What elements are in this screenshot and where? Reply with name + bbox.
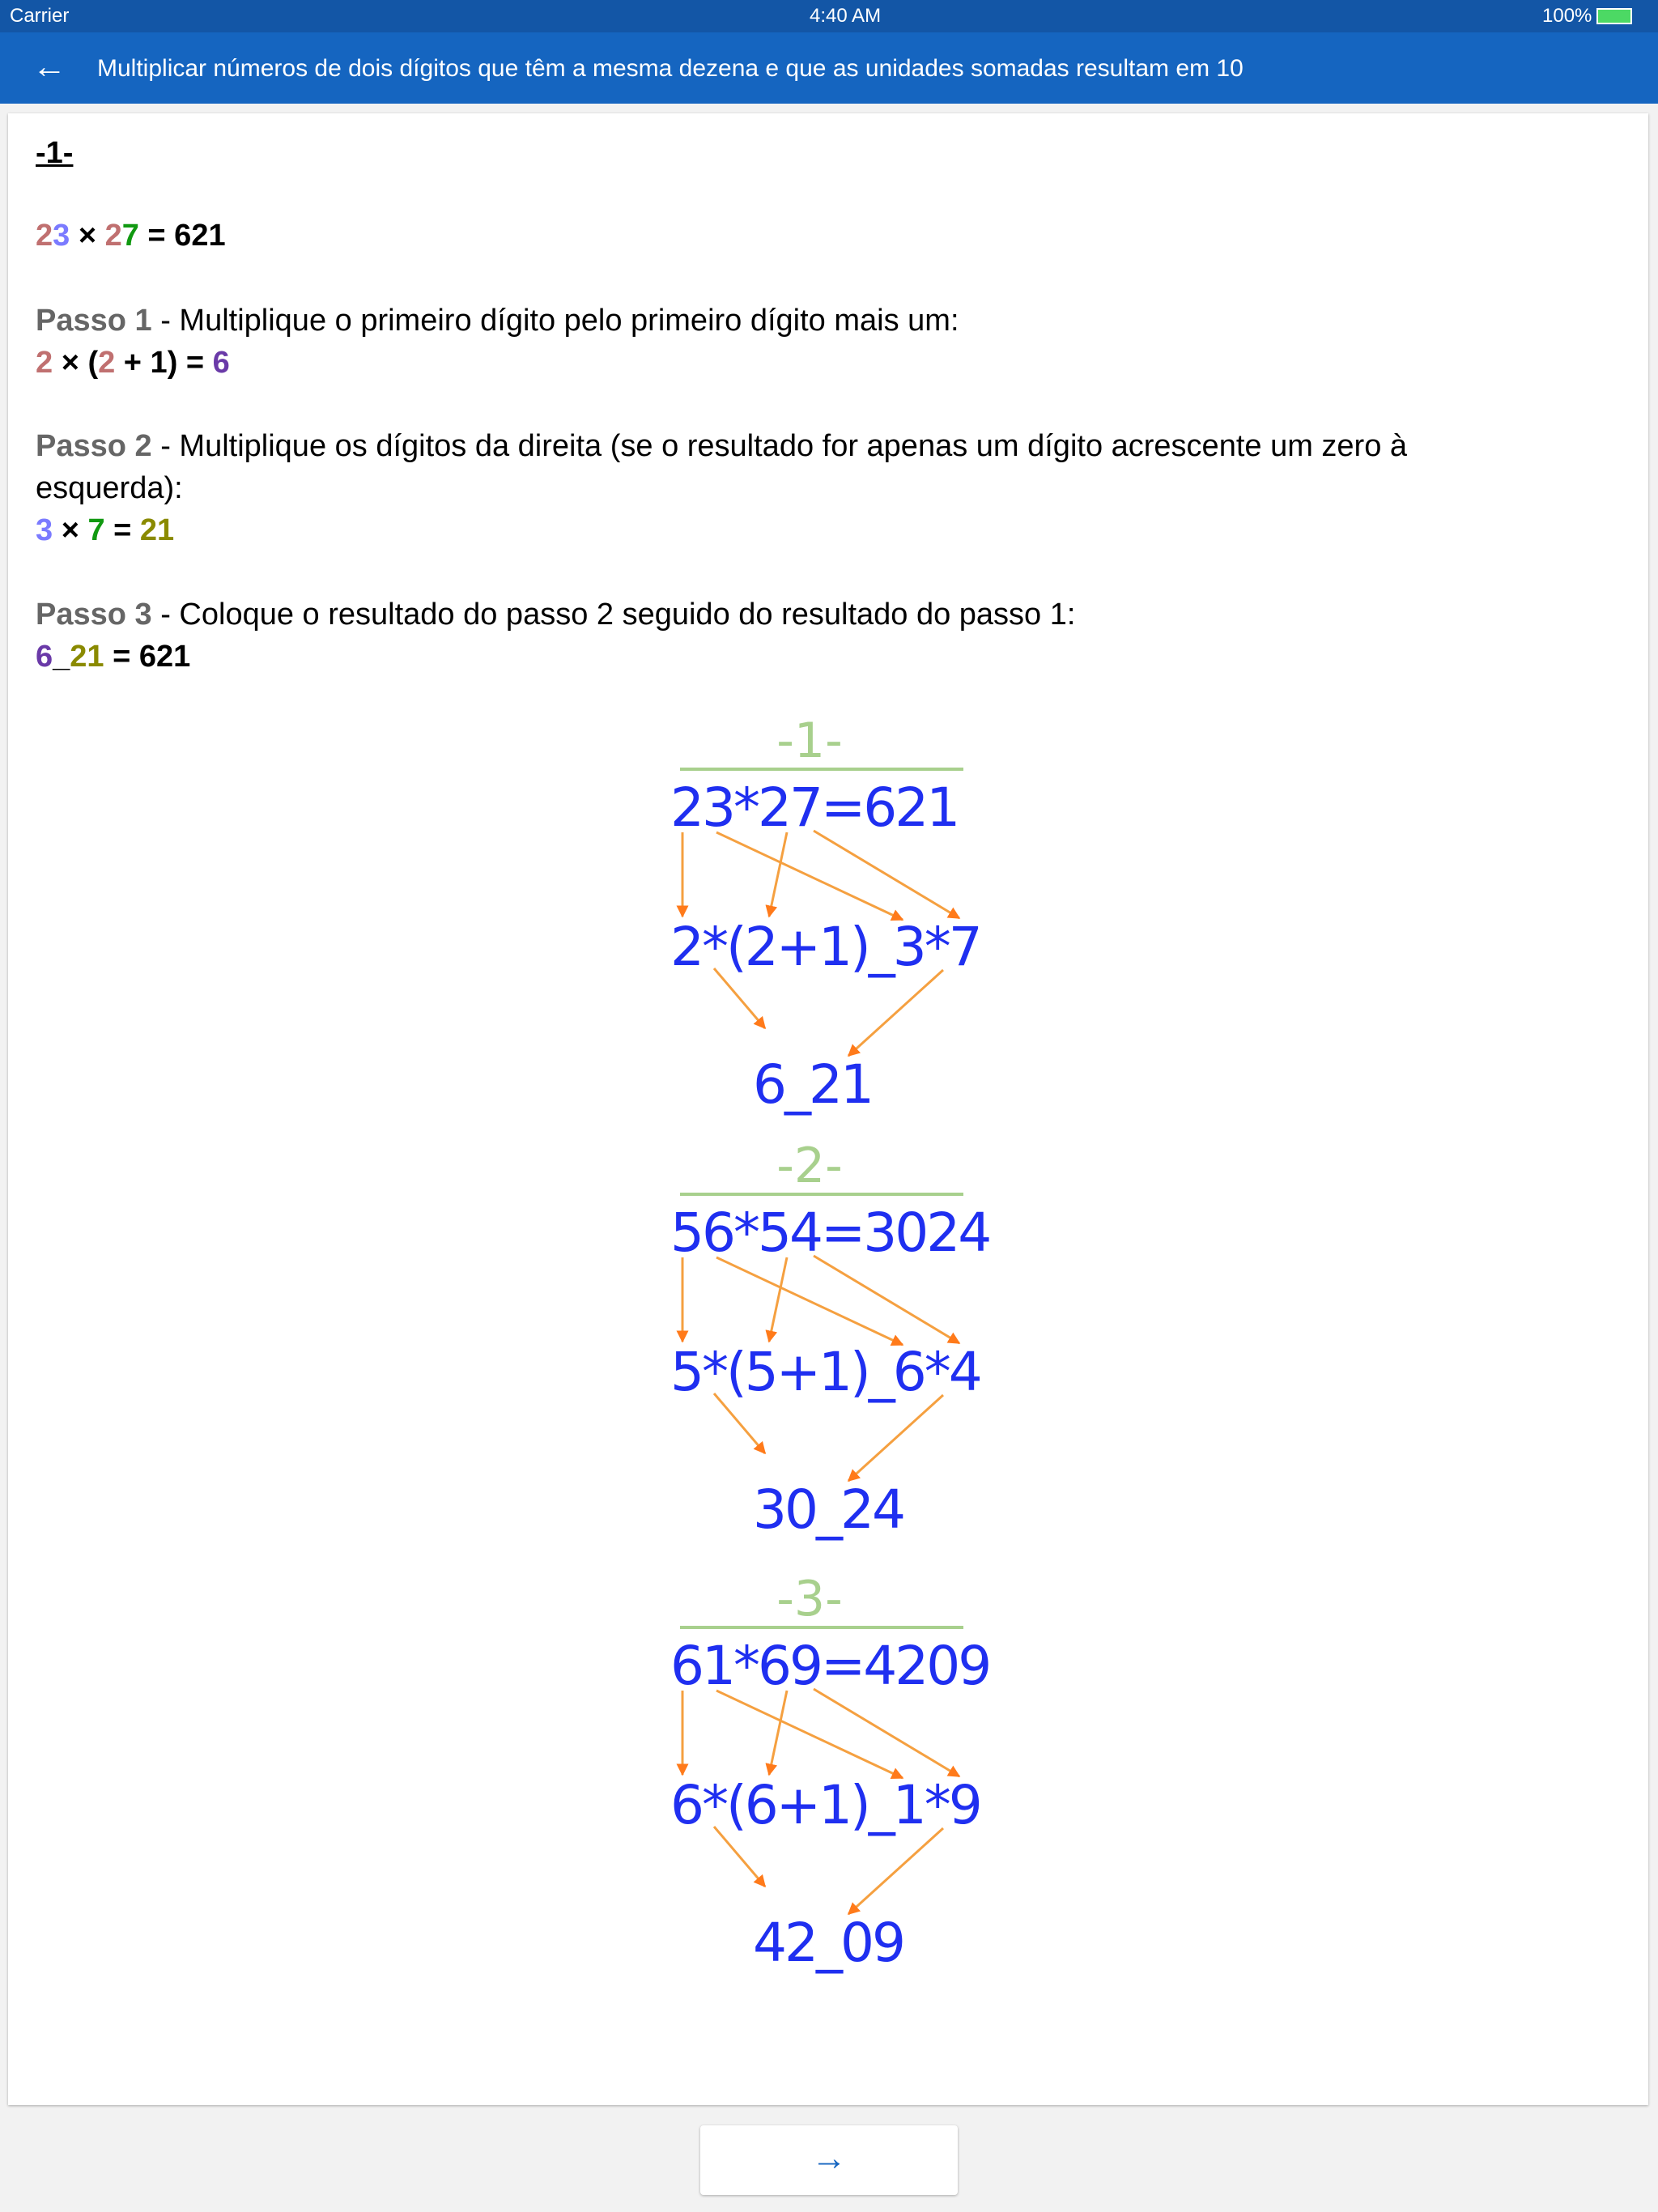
back-button[interactable]: ← [32, 47, 66, 85]
arrow [814, 1689, 959, 1776]
f: 6 [36, 640, 53, 674]
arrow [716, 832, 903, 920]
op: × [70, 219, 105, 253]
f: 21 [70, 640, 104, 674]
f: 3 [36, 513, 53, 547]
arrow [814, 831, 959, 918]
step3-formula [36, 640, 190, 674]
step-desc: - Coloque o resultado do passo 2 seguido do resultado do passo 1: [151, 598, 1076, 632]
f: × ( [53, 346, 99, 380]
carrier: Carrier [10, 5, 70, 27]
next-button[interactable] [700, 2125, 958, 2195]
diagram-equation: 61*69=4209 [670, 1635, 990, 1697]
diagram-result: 42_09 [753, 1912, 903, 1974]
arrow [716, 1691, 903, 1778]
diagram-result: 6_21 [753, 1053, 872, 1116]
diagram-steps: 6*(6+1)_1*9 [670, 1774, 980, 1836]
diagram-block [648, 704, 1012, 1125]
diagram-equation: 23*27=621 [670, 776, 959, 839]
step-desc: - Multiplique os dígitos da direita (se o resultado for apenas um dígito acrescente um zero à [151, 429, 1408, 463]
f: = [104, 513, 140, 547]
arrow [848, 970, 943, 1056]
f: 6 [212, 346, 230, 380]
clock: 4:40 AM [810, 5, 882, 27]
digit: 7 [121, 219, 139, 253]
example-header: -1- [36, 136, 74, 170]
step3-text [36, 598, 1075, 632]
battery-text: 100% [1542, 5, 1592, 27]
step2-text [36, 429, 1407, 464]
nav-bar [0, 32, 1658, 104]
arrow [769, 1257, 787, 1342]
arrow [769, 832, 787, 917]
step2-text-cont: esquerda): [36, 471, 183, 505]
page-title: Multiplicar números de dois dígitos que têm a mesma dezena e que as unidades somadas resultam em 10 [97, 55, 1244, 82]
diagram-block [648, 1563, 1012, 1984]
f: 2 [98, 346, 116, 380]
f: 2 [36, 346, 53, 380]
f: × [53, 513, 88, 547]
digit: 2 [36, 219, 53, 253]
arrow [814, 1256, 959, 1343]
step-label: Passo 1 [36, 304, 152, 338]
diagram-steps: 5*(5+1)_6*4 [670, 1341, 980, 1403]
arrow [848, 1828, 943, 1914]
f: 7 [87, 513, 105, 547]
diagram-title: -3- [776, 1571, 843, 1627]
op: = 621 [138, 219, 226, 253]
step-label: Passo 3 [36, 598, 152, 632]
arrow [716, 1257, 903, 1345]
step1-formula [36, 346, 230, 381]
f: + 1) = [115, 346, 213, 380]
arrow-right-icon: → [811, 2138, 847, 2178]
digit: 3 [53, 219, 70, 253]
diagram-title: -1- [776, 713, 843, 769]
status-bar [0, 0, 1658, 32]
battery-icon [1596, 8, 1632, 24]
step-desc: - Multiplique o primeiro dígito pelo primeiro dígito mais um: [151, 304, 959, 338]
arrow [848, 1395, 943, 1481]
diagram-result: 30_24 [753, 1478, 903, 1541]
f: _ [53, 640, 70, 674]
f: 21 [139, 513, 175, 547]
digit: 2 [104, 219, 122, 253]
step1-text [36, 304, 959, 338]
diagram-title: -2- [776, 1138, 843, 1194]
arrow [769, 1691, 787, 1775]
diagram-block [648, 1129, 1012, 1551]
f: = 621 [104, 640, 191, 674]
step-label: Passo 2 [36, 429, 152, 463]
step2-formula [36, 513, 174, 548]
example-equation [36, 219, 226, 253]
diagram-steps: 2*(2+1)_3*7 [670, 916, 980, 978]
diagram-equation: 56*54=3024 [670, 1202, 990, 1264]
